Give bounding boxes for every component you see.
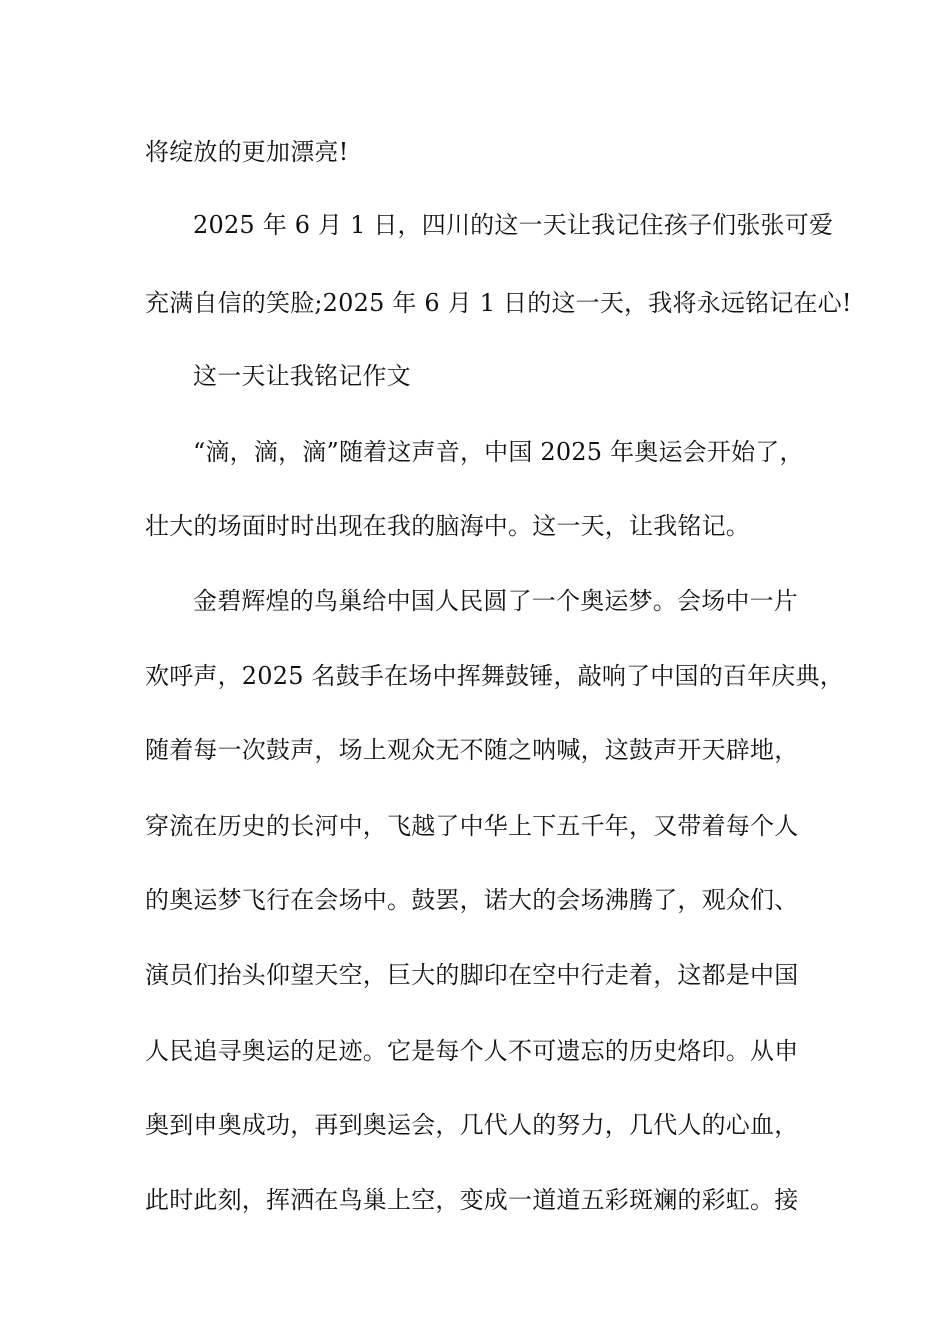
text-line-14: 此时此刻，挥洒在鸟巢上空，变成一道道五彩斑斓的彩虹。接 <box>145 1186 799 1214</box>
text-line-12: 人民追寻奥运的足迹。它是每个人不可遗忘的历史烙印。从申 <box>145 1037 799 1065</box>
text-line-9: 穿流在历史的长河中，飞越了中华上下五千年，又带着每个人 <box>145 812 799 840</box>
essay-title: 这一天让我铭记作文 <box>193 362 411 390</box>
text-line-5: 壮大的场面时时出现在我的脑海中。这一天，让我铭记。 <box>145 512 750 540</box>
text-line-6: 金碧辉煌的鸟巢给中国人民圆了一个奥运梦。会场中一片 <box>193 587 798 615</box>
text-line-13: 奥到申奥成功，再到奥运会，几代人的努力，几代人的心血， <box>145 1111 799 1139</box>
text-line-11: 演员们抬头仰望天空，巨大的脚印在空中行走着，这都是中国 <box>145 961 799 989</box>
text-line-7: 欢呼声，2025 名鼓手在场中挥舞鼓锤，敲响了中国的百年庆典， <box>145 662 844 690</box>
text-line-4: “滴，滴，滴”随着这声音，中国 2025 年奥运会开始了， <box>193 438 804 466</box>
text-line-8: 随着每一次鼓声，场上观众无不随之呐喊，这鼓声开天辟地， <box>145 736 799 764</box>
text-line-3: 充满自信的笑脸;2025 年 6 月 1 日的这一天，我将永远铭记在心! <box>145 289 852 317</box>
text-line-2: 2025 年 6 月 1 日，四川的这一天让我记住孩子们张张可爱 <box>193 211 834 239</box>
text-line-1: 将绽放的更加漂亮! <box>145 138 349 166</box>
text-line-10: 的奥运梦飞行在会场中。鼓罢，诺大的会场沸腾了，观众们、 <box>145 886 799 914</box>
